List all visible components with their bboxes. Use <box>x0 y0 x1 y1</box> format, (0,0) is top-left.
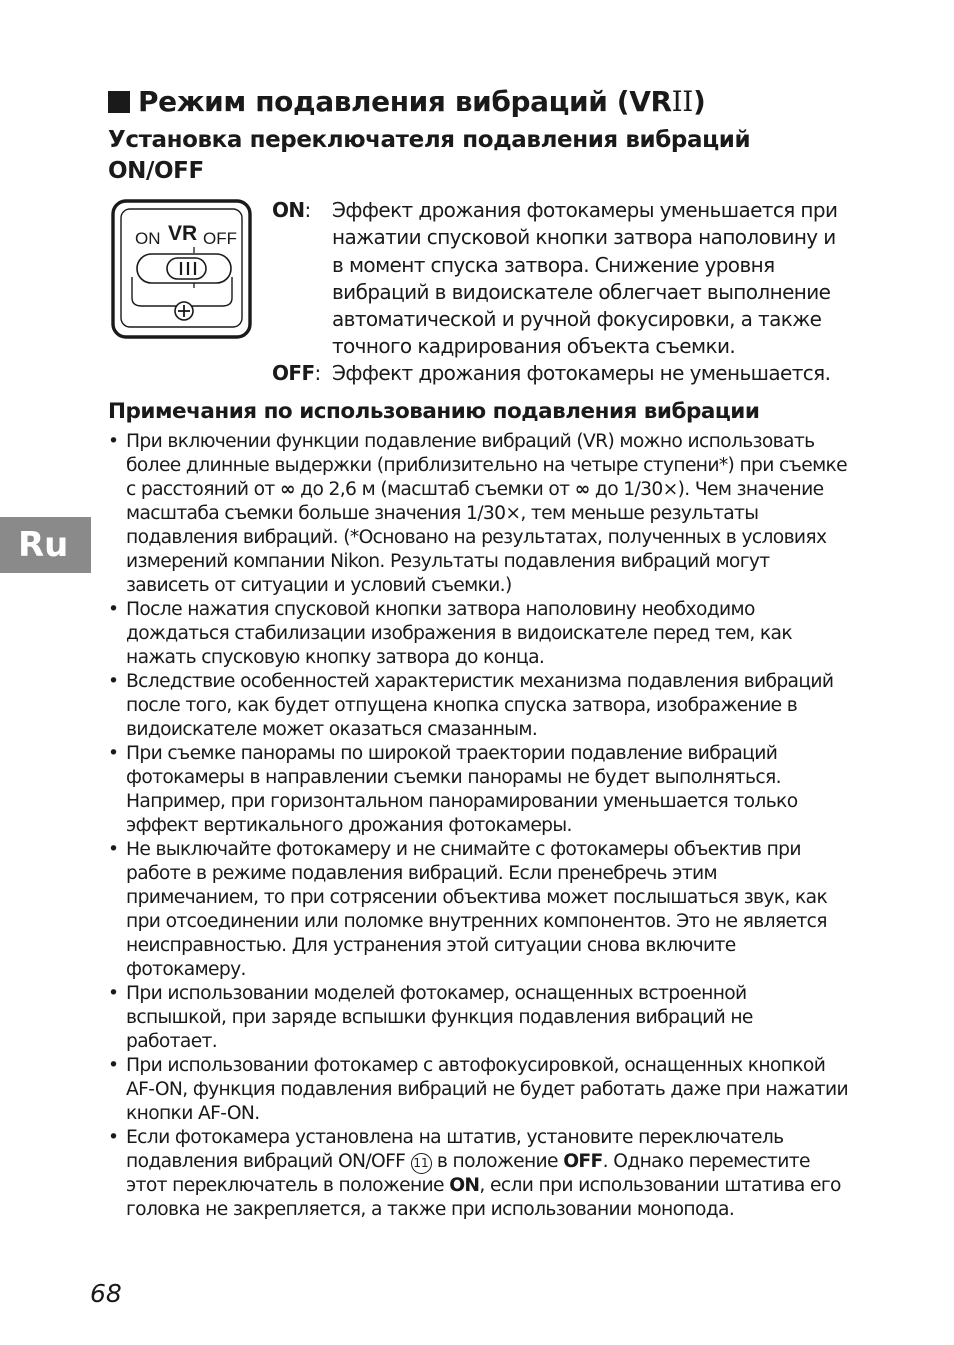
infinity-symbol: ∞ <box>574 479 590 500</box>
switch-label-on: ON <box>135 229 161 248</box>
list-item: • При использовании фотокамер с автофокусировкой, оснащенных кнопкой AF-ON, функция подавления вибраций не будет работать даже при нажатии кнопки AF-ON. <box>108 1055 848 1124</box>
switch-label-off: OFF <box>203 229 237 248</box>
bullet-icon: • <box>108 743 119 764</box>
switch-knob <box>167 258 206 279</box>
list-item: • Не выключайте фотокамеру и не снимайте с фотокамеры объектив при работе в режиме подавления вибраций. Если пренебречь этим примечанием, то при сотрясении объектива может послышаться звук, как при отсоединении или поломке внутренних компонентов. Это не является неисправностью. Для устранения этой ситуации снова включите фотокамеру. <box>108 839 828 980</box>
bullet-icon: • <box>108 839 119 860</box>
definition-term: OFF: <box>272 361 321 385</box>
list-item: • Если фотокамера установлена на штатив, установите переключатель подавления вибраций ON/OFF 11 в положение OFF. Однако переместите этот переключатель в положение ON, если при использовании штатива его головка не закрепляется, а также при использовании монопода. <box>108 1127 841 1220</box>
definition-term: ON: <box>272 198 311 222</box>
infinity-symbol: ∞ <box>279 479 295 500</box>
callout-number-icon: 11 <box>411 1153 432 1174</box>
page-number: 68 <box>90 1279 122 1308</box>
notes-heading: Примечания по использованию подавления вибрации <box>108 399 760 424</box>
list-item: • При съемке панорамы по широкой траектории подавление вибраций фотокамеры в направлении съемки панорамы не будет выполняться. Например, при горизонтальном панорамировании уменьшается только эффект вертикального дрожания фотокамеры. <box>108 743 798 836</box>
bullet-icon: • <box>108 1055 119 1076</box>
bullet-icon: • <box>108 599 119 620</box>
list-item: • При включении функции подавление вибраций (VR) можно использовать более длинные выдержки (приблизительно на четыре ступени*) при съемке с расстояний от ∞ до 2,6 м (масштаб съемки от ∞ до 1/30×). Чем значение масштаба съемки больше значения 1/30×, тем меньше результаты подавления вибраций. (*Основано на результатах, полученных в условиях измерений компании Nikon. Результаты подавления вибраций могут зависеть от ситуации и условий съемки.) <box>108 431 848 596</box>
square-bullet-icon <box>108 91 130 113</box>
definition-description: Эффект дрожания фотокамеры уменьшается при нажатии спусковой кнопки затвора наполовину и в момент спуска затвора. Снижение уровня вибраций в видоискателе облегчает выполнение автоматической и ручной фокусировки, а также точного кадрирования объекта съемки. <box>332 198 838 359</box>
language-tab: Ru <box>0 517 91 573</box>
notes-list <box>108 430 848 1222</box>
list-item: • После нажатия спусковой кнопки затвора наполовину необходимо дождаться стабилизации изображения в видоискателе перед тем, как нажать спусковую кнопку затвора до конца. <box>108 599 792 668</box>
switch-label-vr: VR <box>168 222 198 245</box>
bullet-icon: • <box>108 1127 119 1148</box>
list-item: • При использовании моделей фотокамер, оснащенных встроенной вспышкой, при заряде вспышки функция подавления вибраций не работает. <box>108 983 753 1052</box>
section-title: Режим подавления вибраций (VRII) <box>108 84 705 120</box>
section-subtitle: Установка переключателя подавления вибраций ON/OFF <box>108 127 751 184</box>
definition-description: Эффект дрожания фотокамеры не уменьшается. <box>332 361 831 385</box>
bullet-icon: • <box>108 431 119 452</box>
vr-switch-illustration <box>110 198 254 341</box>
bullet-icon: • <box>108 983 119 1004</box>
bullet-icon: • <box>108 671 119 692</box>
list-item: • Вследствие особенностей характеристик механизма подавления вибраций после того, как будет отпущена кнопка спуска затвора, изображение в видоискателе может оказаться смазанным. <box>108 671 834 740</box>
